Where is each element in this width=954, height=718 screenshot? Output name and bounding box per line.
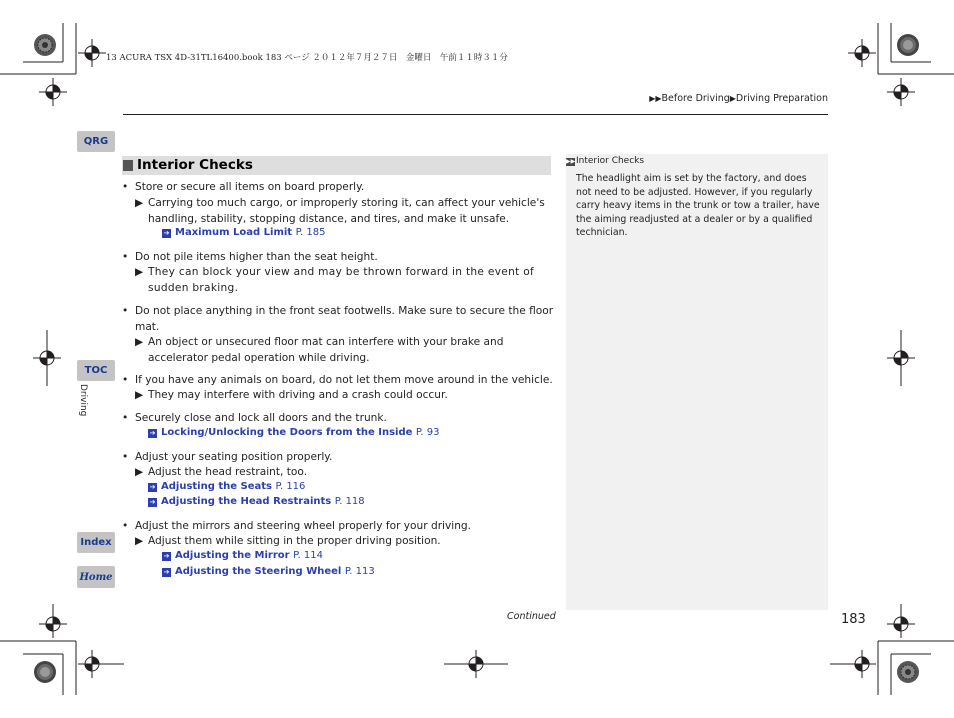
arrow-icon: ▶: [729, 94, 736, 103]
bullet-text: Securely close and lock all doors and the trunk.: [135, 412, 387, 424]
link-adjusting-steering-wheel[interactable]: [162, 566, 375, 577]
sidebar-heading-text: Interior Checks: [576, 156, 645, 166]
bullet-dot: •: [122, 181, 129, 193]
link-page: P. 185: [295, 227, 326, 238]
link-adjusting-mirror[interactable]: [162, 550, 323, 561]
header-rule: [123, 114, 828, 115]
double-arrow-icon: ▶▶: [649, 94, 662, 103]
link-label: Adjusting the Head Restraints: [161, 496, 332, 507]
link-label: Adjusting the Seats: [161, 481, 272, 492]
note-text: Carrying too much cargo, or improperly storing it, can affect your vehicle's handling, stability, stopping distance, and tires, and make it unsafe.: [148, 197, 545, 225]
link-maximum-load-limit[interactable]: [162, 227, 325, 238]
breadcrumb: [649, 93, 828, 104]
bullet-text: Do not place anything in the front seat footwells. Make sure to secure the floor mat.: [135, 305, 554, 333]
link-page: P. 114: [293, 550, 323, 561]
triangle-arrow-icon: ▶: [135, 266, 144, 278]
list-item: [122, 373, 554, 407]
bullet-dot: •: [122, 374, 129, 386]
bullet-dot: •: [122, 451, 129, 463]
bullet-dot: •: [122, 251, 129, 263]
note-text: Adjust them while sitting in the proper driving position.: [148, 535, 441, 547]
bullet-text: Store or secure all items on board properly.: [135, 181, 365, 193]
bullet-text: Adjust your seating position properly.: [135, 451, 333, 463]
link-label: Locking/Unlocking the Doors from the Inside: [161, 427, 413, 438]
list-item: [122, 450, 554, 484]
bullet-text: If you have any animals on board, do not let them move around in the vehicle.: [135, 374, 553, 386]
link-locking-unlocking-doors[interactable]: [148, 427, 439, 438]
tab-qrg[interactable]: QRG: [77, 131, 115, 152]
list-item: [122, 519, 554, 553]
sidebar-note: [566, 154, 828, 610]
bullet-text: Do not pile items higher than the seat height.: [135, 251, 378, 263]
link-adjusting-seats[interactable]: [148, 481, 305, 492]
triangle-arrow-icon: ▶: [135, 466, 144, 478]
square-bullet-icon: [123, 160, 133, 171]
link-page: P. 93: [415, 427, 440, 438]
section-label-driving: Driving: [78, 384, 88, 417]
triangle-arrow-icon: ▶: [135, 197, 144, 209]
page-number: 183: [841, 612, 866, 627]
bullet-dot: •: [122, 305, 129, 317]
sidebar-body: The headlight aim is set by the factory, and does not need to be adjusted. However, if you regularly carry heavy items in the trunk or tow a trailer, have the aiming readjusted at a dealer or by a qualified technician.: [576, 173, 820, 238]
note-text: An object or unsecured floor mat can interfere with your brake and accelerator pedal operation while driving.: [148, 336, 504, 364]
tab-toc[interactable]: TOC: [77, 360, 115, 381]
link-arrow-icon: ➔: [163, 229, 170, 237]
link-label: Adjusting the Mirror: [175, 550, 290, 561]
bullet-dot: •: [122, 520, 129, 532]
continued-label: Continued: [507, 611, 556, 622]
double-arrow-icon: ▶▶: [566, 158, 576, 165]
triangle-arrow-icon: ▶: [135, 336, 144, 348]
list-item: [122, 304, 554, 368]
print-file-info: 13 ACURA TSX 4D-31TL16400.book 183 ページ ２０１２年７月２７日 金曜日 午前１１時３１分: [106, 53, 508, 63]
breadcrumb-item-driving-preparation[interactable]: Driving Preparation: [735, 93, 828, 104]
link-page: P. 118: [334, 496, 365, 507]
bullet-dot: •: [122, 412, 129, 424]
link-page: P. 113: [344, 566, 375, 577]
link-adjusting-head-restraints[interactable]: [148, 496, 365, 507]
tab-home[interactable]: Home: [77, 566, 115, 588]
link-arrow-icon: ➔: [163, 568, 170, 576]
link-arrow-icon: ➔: [149, 429, 156, 437]
section-title: Interior Checks: [137, 157, 253, 173]
triangle-arrow-icon: ▶: [135, 389, 144, 401]
note-text: They may interfere with driving and a crash could occur.: [148, 389, 448, 401]
link-arrow-icon: ➔: [163, 552, 170, 560]
link-page: P. 116: [275, 481, 306, 492]
triangle-arrow-icon: ▶: [135, 535, 144, 547]
note-text: Adjust the head restraint, too.: [148, 466, 308, 478]
link-arrow-icon: ➔: [149, 498, 156, 506]
link-label: Adjusting the Steering Wheel: [175, 566, 342, 577]
sidebar-heading: [566, 156, 644, 166]
link-label: Maximum Load Limit: [175, 227, 293, 238]
bullet-text: Adjust the mirrors and steering wheel properly for your driving.: [135, 520, 472, 532]
list-item: [122, 250, 554, 298]
link-arrow-icon: ➔: [149, 483, 156, 491]
breadcrumb-item-before-driving[interactable]: Before Driving: [661, 93, 730, 104]
tab-index[interactable]: Index: [77, 532, 115, 553]
note-text: They can block your view and may be thrown forward in the event of sudden braking.: [148, 266, 535, 294]
section-heading-bar: [122, 156, 551, 175]
